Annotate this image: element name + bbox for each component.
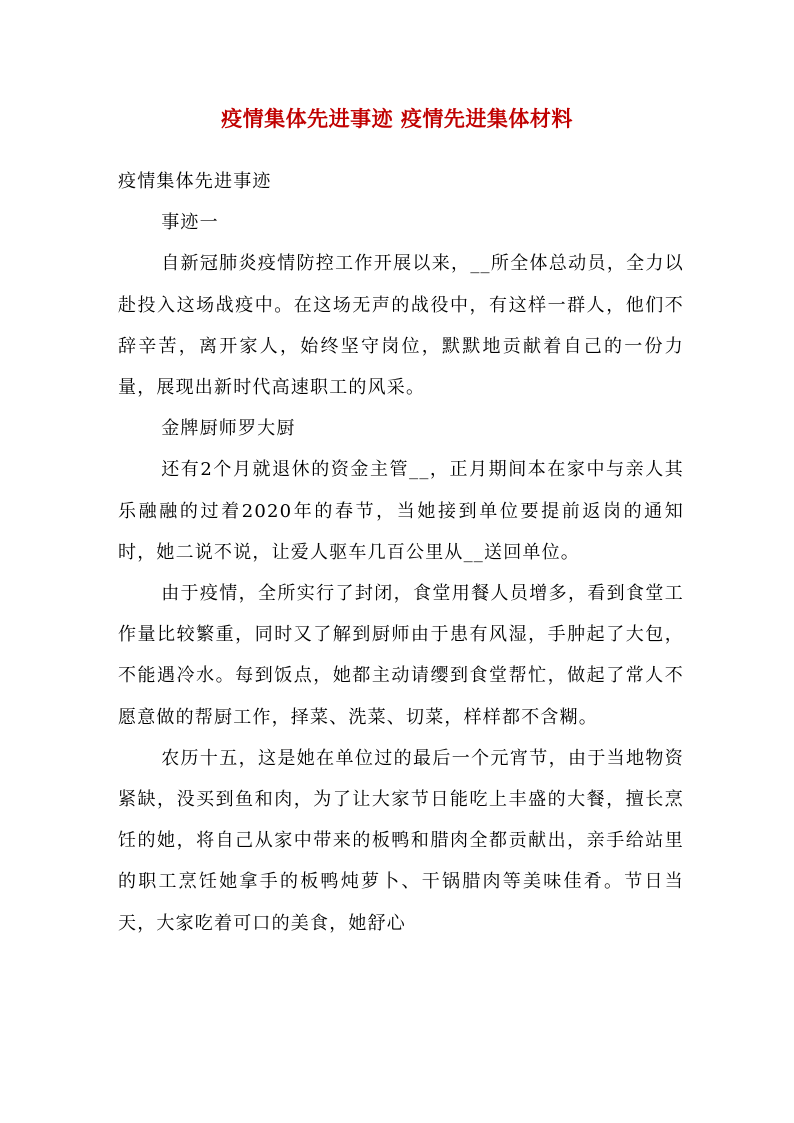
body-paragraph: 由于疫情，全所实行了封闭，食堂用餐人员增多，看到食堂工作量比较繁重，同时又了解到厨师由于患有风湿，手肿起了大包，不能遇冷水。每到饭点，她都主动请缨到食堂帮忙，做起了常人不愿意做的帮厨工作，择菜、洗菜、切菜，样样都不含糊。 bbox=[118, 583, 684, 728]
section-heading: 疫情集体先进事迹 bbox=[118, 171, 272, 192]
document-title: 疫情集体先进事迹 疫情先进集体材料 bbox=[221, 106, 573, 131]
body-paragraph: 农历十五，这是她在单位过的最后一个元宵节，由于当地物资紧缺，没买到鱼和肉，为了让大家节日能吃上丰盛的大餐，擅长烹饪的她，将自己从家中带来的板鸭和腊肉全都贡献出，亲手给站里的职工烹饪她拿手的板鸭炖萝卜、干锅腊肉等美味佳肴。节日当天，大家吃着可口的美食，她舒心 bbox=[118, 747, 684, 934]
document-body bbox=[118, 161, 684, 944]
body-paragraph: 还有2个月就退休的资金主管__，正月期间本在家中与亲人其乐融融的过着2020年的春节，当她接到单位要提前返岗的通知时，她二说不说，让爱人驱车几百公里从__送回单位。 bbox=[118, 459, 684, 563]
subsection-heading: 金牌厨师罗大厨 bbox=[161, 418, 296, 440]
subsection-heading: 事迹一 bbox=[161, 212, 219, 234]
body-paragraph: 自新冠肺炎疫情防控工作开展以来，__所全体总动员，全力以赴投入这场战疫中。在这场无声的战役中，有这样一群人，他们不辞辛苦，离开家人，始终坚守岗位，默默地贡献着自己的一份力量，展现出新时代高速职工的风采。 bbox=[118, 253, 684, 399]
